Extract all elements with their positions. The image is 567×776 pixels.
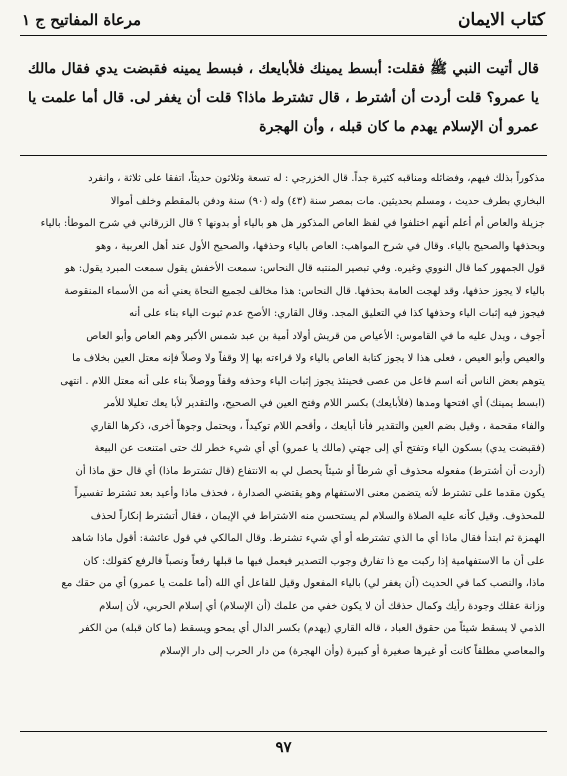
commentary-line: (أردت أن أشترط) مفعوله محذوف أي شرطاً أو شيئاً يحصل لي به الانتفاع (قال تشترط ماذا) أي قال حق ماذا أن xyxy=(75,465,545,477)
book-title: كتاب الايمان xyxy=(458,10,545,30)
commentary-block xyxy=(22,168,545,663)
commentary-line: على أن ما الاستفهامية إذا ركبت مع ذا تفارق وجوب التصدير فيعمل فيها ما قبلها رفعاً ونصباً فالرفع كقولك: كان xyxy=(83,555,545,567)
hadith-text: قال أتيت النبي ﷺ فقلت: أبسط يمينك فلأبايعك ، فبسط يمينه فقبضت يدي فقال مالك يا عمرو؟ قلت أردت أن أشترط ، قال تشترط ماذا؟ قلت أن يغفر لى. قال أما علمت يا عمرو أن الإسلام يهدم ما كان قبله ، وأن الهجرة xyxy=(28,61,539,135)
commentary-line: البخاري بطرف حديث ، ومسلم بحديثين. مات بمصر سنة (٤٣) وله (٩٠) سنة ودفن بالمقطم وخلف أموالا xyxy=(110,195,545,207)
commentary-line: (ابسط يمينك) أي افتحها ومدها (فلأبايعك) بكسر اللام وفتح العين في الصحيح، والتقدير لأبا يعك تعليلا للأمر xyxy=(104,398,545,409)
footer-divider xyxy=(20,731,547,732)
commentary-line: وزانة عقلك وجودة رأيك وكمال حذقك أن لا يكون خفي من علمك (أن الإسلام) أي إسلام الحربي، لأن إسلام xyxy=(99,600,545,612)
commentary-line: فيجوز فيه إثبات الياء وحذفها كذا في التعليق المجد. وقال القاري: الأصح عدم ثبوت الياء بناء على أنه xyxy=(129,308,545,319)
commentary-line: يكون مقدما على تشترط لأنه يتضمن معنى الاستفهام وهو يقتضي الصدارة ، فحذف ماذا وأعيد بعد تشترط تفسيراً xyxy=(74,488,545,499)
page-header xyxy=(22,8,545,32)
commentary-line: مذكوراً بذلك فيهم، وفضائله ومناقبه كثيرة جداً. قال الخزرجي : له تسعة وثلاثون حديثاً، اتفقا على ثلاثة ، وانفرد xyxy=(88,173,545,184)
commentary-line: الهمزة ثم ابتدأ فقال ماذا أي ما الذي تشترطه أو أي شيء تشترط. وقال المالكي في قول عائشة: أقول ماذا شاهد xyxy=(71,533,545,544)
hadith-divider xyxy=(20,155,547,156)
commentary-line: ماذا، والنصب كما في الحديث (أن يغفر لي) بالياء المفعول وقيل للفاعل أي الله (أما علمت يا عمرو) أي من حقك مع xyxy=(61,578,545,589)
header-divider xyxy=(20,35,547,36)
commentary-line: قول الجمهور كما قال النووي وغيره. وفي تبصير المنتبه قال النحاس: سمعت الأخفش يقول سمعت المبرد يقول: هو xyxy=(64,263,545,274)
running-title: مرعاة المفاتيح ج ١ xyxy=(22,11,142,29)
commentary-line: (فقبضت يدي) بسكون الياء وتفتح أي إلى جهتي (مالك يا عمرو) أي أي شيء خطر لك حتى امتنعت عن البيعة xyxy=(94,443,545,454)
commentary-line: بالياء لا يجوز حذفها، وقد لهجت العامة بحذفها. قال النحاس: هذا مخالف لجميع النحاة يعني أنه من الأسماء المنقوصة xyxy=(64,285,545,297)
commentary-line: أجوف ، ويدل عليه ما في القاموس: الأعياص من قريش أولاد أمية بن عبد شمس الأكبر وهم العاص وأبو العاص xyxy=(86,330,545,342)
commentary-line: والمعاصي مطلقاً كانت أو غيرها صغيرة أو كبيرة (وأن الهجرة) من دار الحرب إلى دار الإسلام xyxy=(159,645,545,657)
commentary-line: والعيص وأبو العيص ، فعلى هذا لا يجوز كتابة العاص بالياء ولا قراءته بها إلا وقفاً ولا وصلاً فإنه معتل العين بخلاف ما xyxy=(72,353,545,364)
commentary-line: وبحذفها والصحيح بالياء. وقال في شرح المواهب: العاص بالياء وحذفها، والصحيح الأول عند أهل العربية ، وهو xyxy=(95,240,545,252)
commentary-line: يتوهم بعض الناس أنه اسم فاعل من عصى فحينئذ يجوز إثبات الياء وحذفه وقفاً ووصلاً بناء على أنه معتل اللام . انتهى xyxy=(60,375,545,387)
commentary-line: والفاء مقحمة ، وقيل بضم العين والتقدير فأنا أبايعك ، وأقحم اللام توكيداً ، ويحتمل وجوهاً أخرى، ذكرها القاري xyxy=(90,420,545,432)
page-number: ٩٧ xyxy=(275,738,292,756)
commentary-line: الذمي لا يسقط شيئاً من حقوق العباد ، قاله القاري (يهدم) بكسر الدال أي يمحو ويسقط (ما كان قبله) من الكفر xyxy=(79,623,545,634)
commentary-line: للمحذوف. وقيل كأنه عليه الصلاة والسلام لم يستحسن منه الاشتراط في الإيمان ، فقال أتشترط إنكاراً لحذف xyxy=(90,510,545,522)
commentary-line: جزيلة والعاص أم أعلم أنهم اختلفوا في لفظ العاص المذكور هل هو بالياء أو بدونها ؟ قال الزرقاني في شرح الموطأ: بالياء xyxy=(40,218,545,229)
